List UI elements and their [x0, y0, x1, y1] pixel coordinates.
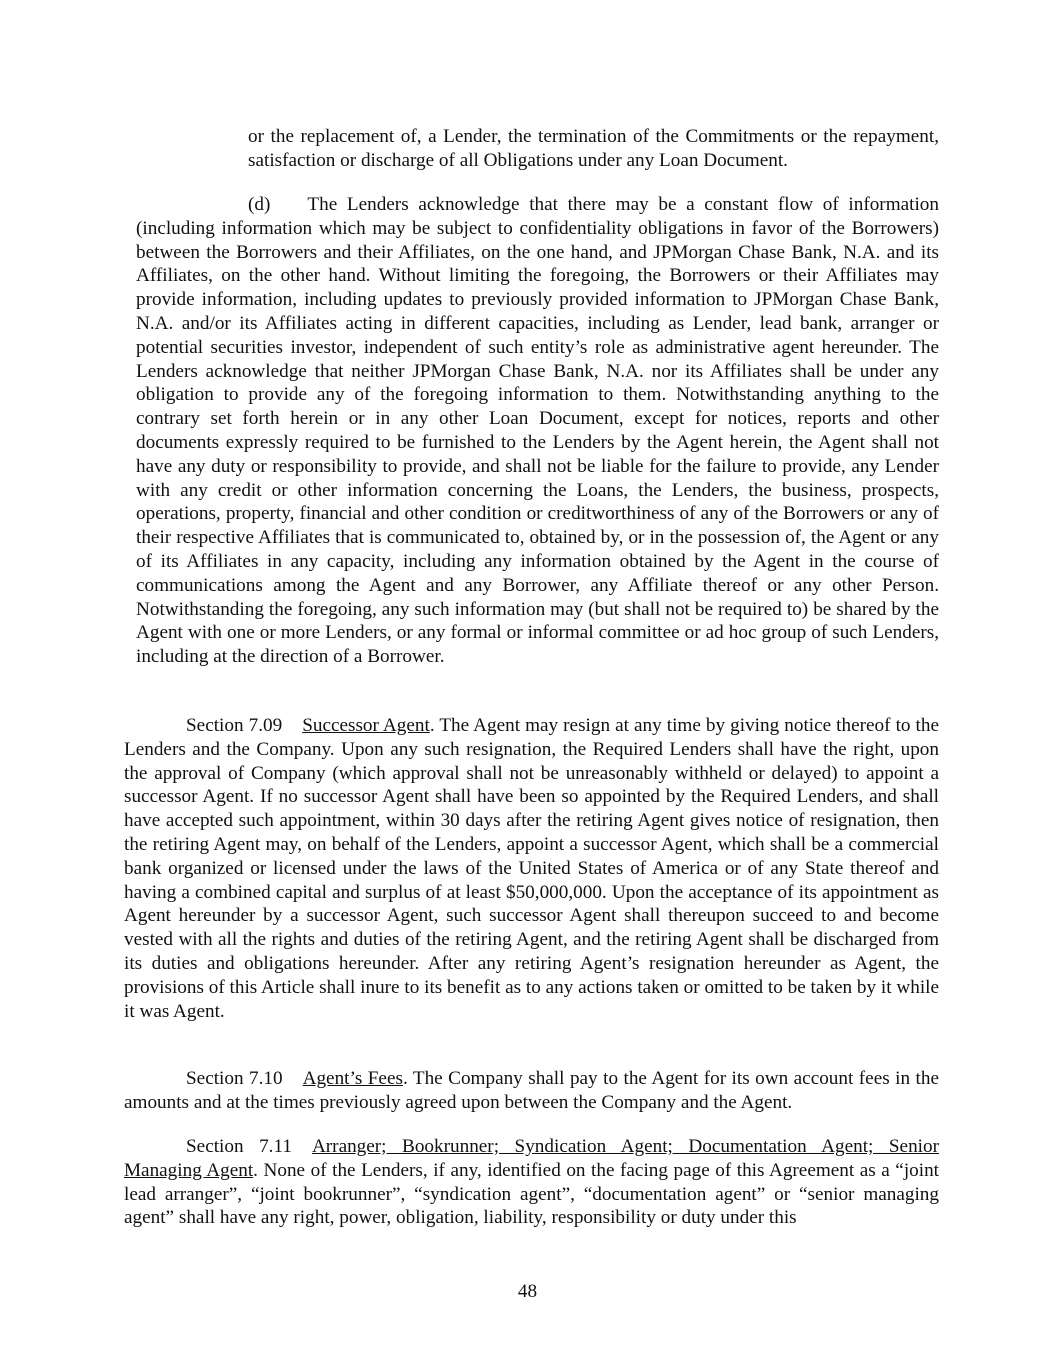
- section-body: . The Company shall pay to the Agent for its own account fees in the amounts and at the times previously agreed upon between the Company and the Agent.: [124, 1068, 939, 1113]
- section-number: Section 7.09: [186, 715, 283, 736]
- page-number: 48: [517, 1281, 538, 1302]
- continuation-text: or the replacement of, a Lender, the termination of the Commitments or the repayment, satisfaction or discharge of all Obligations under any Loan Document.: [248, 126, 939, 171]
- section-number: Section 7.11: [186, 1136, 292, 1157]
- paragraph-d-text: The Lenders acknowledge that there may be a constant flow of information (including information which may be subject to confidentiality obligations in favor of the Borrowers) between the Borrowers and their Affiliates, on the one hand, and JPMorgan Chase Bank, N.A. and its Affiliates, on the other hand. Without limiting the foregoing, the Borrowers or their Affiliates may provide information, including updates to previously provided information to JPMorgan Chase Bank, N.A. and/or its Affiliates acting in different capacities, including as Lender, lead bank, arranger or potential securities investor, independent of such entity’s role as administrative agent hereunder. The Lenders acknowledge that neither JPMorgan Chase Bank, N.A. nor its Affiliates shall be under any obligation to provide any of the foregoing information to them. Notwithstanding anything to the contrary set forth herein or in any other Loan Document, except for notices, reports and other documents expressly required to be furnished to the Lenders by the Agent herein, the Agent shall not have any duty or responsibility to provide, and shall not be liable for the failure to provide, any Lender with any credit or other information concerning the Loans, the Lenders, the business, prospects, operations, property, financial and other condition or creditworthiness of any of the Borrowers or any of their respective Affiliates that is communicated to, obtained by, or in the possession of, the Agent or any of its Affiliates in any capacity, including any information obtained by the Agent in the course of communications among the Agent and any Borrower, any Affiliate thereof or any other Person. Notwithstanding the foregoing, any such information may (but shall not be required to) be shared by the Agent with one or more Lenders, or any formal or informal committee or ad hoc group of such Lenders, including at the direction of a Borrower.: [136, 194, 939, 668]
- paragraph-d: [136, 193, 939, 669]
- paragraph-d-label: (d): [248, 194, 271, 215]
- section-heading: Arranger; Bookrunner; Syndication Agent; Documentation Agent; Senior Managing Agent: [124, 1136, 939, 1181]
- section-body: . The Agent may resign at any time by giving notice thereof to the Lenders and the Company. Upon any such resignation, the Required Lenders shall have the right, upon the approval of Company (which approval shall not be unreasonably withheld or delayed) to appoint a successor Agent. If no successor Agent shall have been so appointed by the Required Lenders, and shall have accepted such appointment, within 30 days after the retiring Agent gives notice of resignation, then the retiring Agent may, on behalf of the Lenders, appoint a successor Agent, which shall be a commercial bank organized or licensed under the laws of the United States of America or of any State thereof and having a combined capital and surplus of at least $50,000,000. Upon the acceptance of its appointment as Agent hereunder by a successor Agent, such successor Agent shall thereupon succeed to and become vested with all the rights and duties of the retiring Agent, and the retiring Agent shall be discharged from its duties and obligations hereunder. After any retiring Agent’s resignation hereunder as Agent, the provisions of this Article shall inure to its benefit as to any actions taken or omitted to be taken by it while it was Agent.: [124, 715, 939, 1022]
- section-7-09: [124, 714, 939, 1023]
- section-7-10: [124, 1067, 939, 1115]
- section-body: . None of the Lenders, if any, identified on the facing page of this Agreement as a “joint lead arranger”, “joint bookrunner”, “syndication agent”, “documentation agent” or “senior managing agent” shall have any right, power, obligation, liability, responsibility or duty under this: [124, 1159, 939, 1229]
- section-number: Section 7.10: [186, 1068, 283, 1089]
- section-7-11: [124, 1135, 939, 1230]
- section-heading: Successor Agent: [302, 715, 430, 736]
- continuation-paragraph: [248, 125, 939, 173]
- section-heading: Agent’s Fees: [302, 1068, 403, 1089]
